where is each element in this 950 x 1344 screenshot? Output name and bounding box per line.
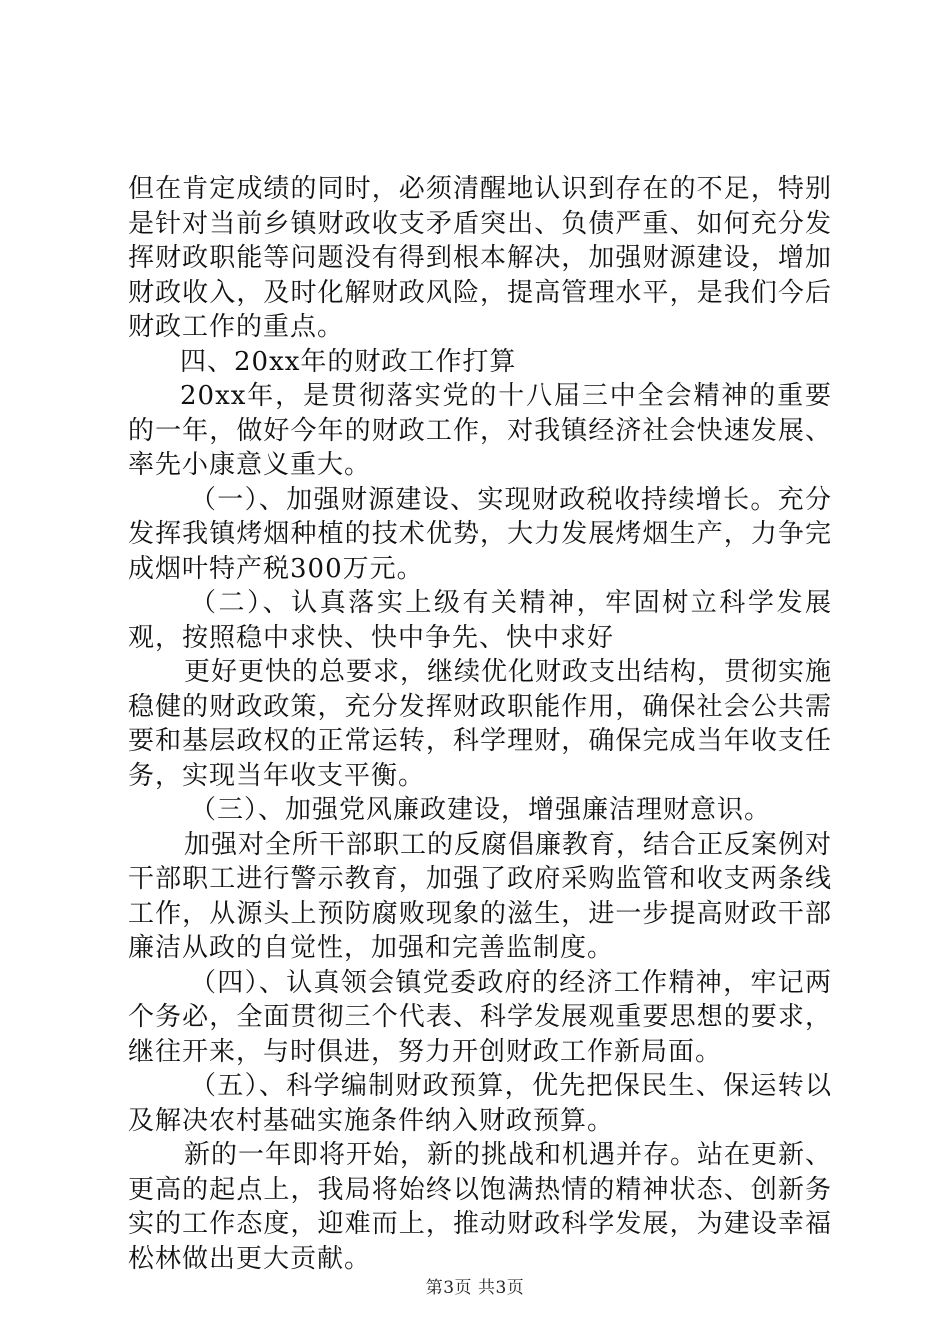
- section-heading: 四、20xx年的财政工作打算: [180, 346, 517, 377]
- document-body: [128, 172, 832, 1276]
- item-3: （三）、加强党风廉政建设，增强廉洁理财意识。: [190, 795, 772, 825]
- item-5: （五）、科学编制财政预算，优先把保民生、保运转以及解决农村基础实施条件纳入财政预算。: [128, 1071, 832, 1136]
- paragraph-5: 新的一年即将开始，新的挑战和机遇并存。站在更新、更高的起点上，我局将始终以饱满热情的精神状态、创新务实的工作态度，迎难而上，推动财政科学发展，为建设幸福松林做出更大贡献。: [128, 1140, 833, 1274]
- paragraph-4: 加强对全所干部职工的反腐倡廉教育，结合正反案例对干部职工进行警示教育，加强了政府采购监管和收支两条线工作，从源头上预防腐败现象的滋生，进一步提高财政干部廉洁从政的自觉性，加强和完善监制度。: [128, 829, 833, 963]
- page-footer: [0, 1273, 950, 1298]
- item-4: （四）、认真领会镇党委政府的经济工作精神，牢记两个务必，全面贯彻三个代表、科学发展观重要思想的要求，继往开来，与时俱进，努力开创财政工作新局面。: [128, 967, 832, 1067]
- paragraph-1: 但在肯定成绩的同时，必须清醒地认识到存在的不足，特别是针对当前乡镇财政收支矛盾突出、负债严重、如何充分发挥财政职能等问题没有得到根本解决，加强财源建设，增加财政收入，及时化解财政风险，提高管理水平，是我们今后财政工作的重点。: [128, 174, 832, 342]
- paragraph-3: 更好更快的总要求，继续优化财政支出结构，贯彻实施稳健的财政政策，充分发挥财政职能作用，确保社会公共需要和基层政权的正常运转，科学理财，确保完成当年收支任务，实现当年收支平衡。: [128, 657, 833, 791]
- page-number: 第3页 共3页: [425, 1278, 525, 1298]
- item-1: （一）、加强财源建设、实现财政税收持续增长。充分发挥我镇烤烟种植的技术优势，大力发展烤烟生产，力争完成烟叶特产税300万元。: [128, 484, 832, 584]
- item-2: （二）、认真落实上级有关精神，牢固树立科学发展观，按照稳中求快、快中争先、快中求好: [128, 588, 832, 653]
- paragraph-2: 20xx年，是贯彻落实党的十八届三中全会精神的重要的一年，做好今年的财政工作，对我镇经济社会快速发展、率先小康意义重大。: [128, 381, 832, 480]
